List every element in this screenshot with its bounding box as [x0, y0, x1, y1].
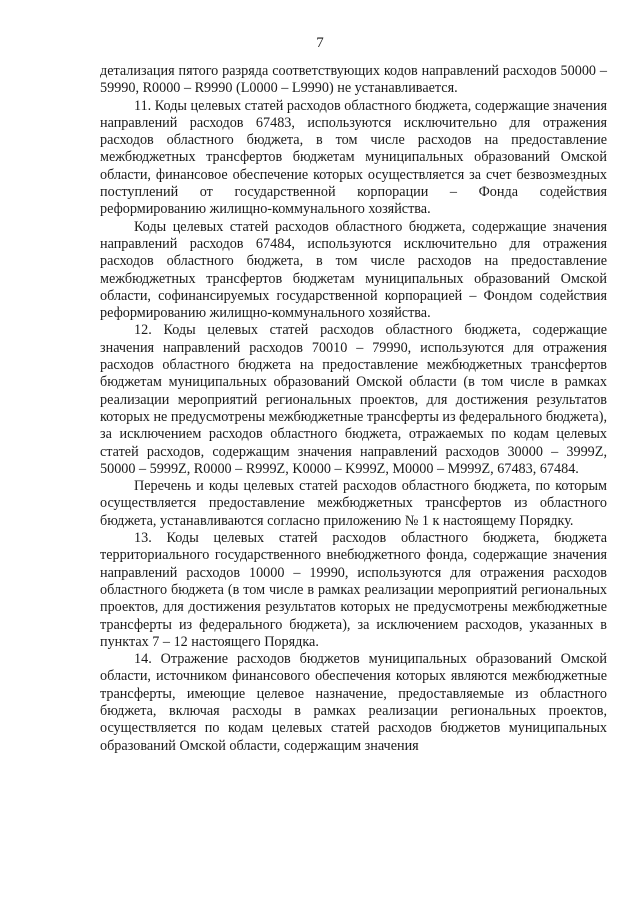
- paragraph-item-12-b: Перечень и коды целевых статей расходов областного бюджета, по которым осуществляется предоставление межбюджетных трансфертов из областного бюджета, устанавливаются согласно приложению № 1 к настоящему Порядку.: [100, 478, 607, 529]
- paragraph-item-11-b: Коды целевых статей расходов областного бюджета, содержащие значения направлений расходов 67484, используются исключительно для отражения расходов областного бюджета, в том числе расходов на предоставление межбюджетных трансфертов бюджетам муниципальных образований Омской области, софинансируемых государственной корпорацией – Фондом содействия реформированию жилищно-коммунального хозяйства.: [100, 218, 607, 322]
- page-number: 7: [316, 35, 324, 51]
- paragraph-item-13: 13. Коды целевых статей расходов областного бюджета, бюджета территориального государственного внебюджетного фонда, содержащие значения направлений расходов 10000 – 19990, используются для отражения расходов областного бюджета (в том числе в рамках реализации мероприятий региональных проектов, для достижения результатов которых не предусмотрены межбюджетные трансферты из федерального бюджета), за исключением расходов, указанных в пунктах 7 – 12 настоящего Порядка.: [100, 530, 607, 650]
- paragraph-item-11: 11. Коды целевых статей расходов областного бюджета, содержащие значения направлений расходов 67483, используются исключительно для отражения расходов областного бюджета, в том числе расходов на предоставление межбюджетных трансфертов бюджетам муниципальных образований Омской области, финансовое обеспечение которых осуществляется за счет безвозмездных поступлений от государственной корпорации – Фонда содействия реформированию жилищно-коммунального хозяйства.: [100, 97, 607, 218]
- paragraph-item-14: 14. Отражение расходов бюджетов муниципальных образований Омской области, источником финансового обеспечения которых являются межбюджетные трансферты, имеющие целевое назначение, предоставляемые из областного бюджета, включая расходы в рамках реализации региональных проектов, осуществляется по кодам целевых статей расходов бюджетов муниципальных образований Омской области, содержащим значения: [100, 651, 607, 754]
- paragraph-item-12: 12. Коды целевых статей расходов областного бюджета, содержащие значения направлений расходов 70010 – 79990, используются для отражения расходов областного бюджета на предоставление межбюджетных трансфертов бюджетам муниципальных образований Омской области (в том числе в рамках реализации мероприятий региональных проектов, для достижения результатов которых не предусмотрены межбюджетные трансферты из федерального бюджета), за исключением расходов областного бюджета, отражаемых по кодам целевых статей расходов, содержащим значения направлений расходов 30000 – 3999Z, 50000 – 5999Z, R0000 – R999Z, K0000 – K999Z, M0000 – M999Z, 67483, 67484.: [100, 322, 607, 477]
- paragraph-continuation: детализация пятого разряда соответствующих кодов направлений расходов 50000 – 59990, R0000 – R9990 (L0000 – L9990) не устанавливается.: [100, 63, 607, 97]
- document-body: [100, 63, 607, 755]
